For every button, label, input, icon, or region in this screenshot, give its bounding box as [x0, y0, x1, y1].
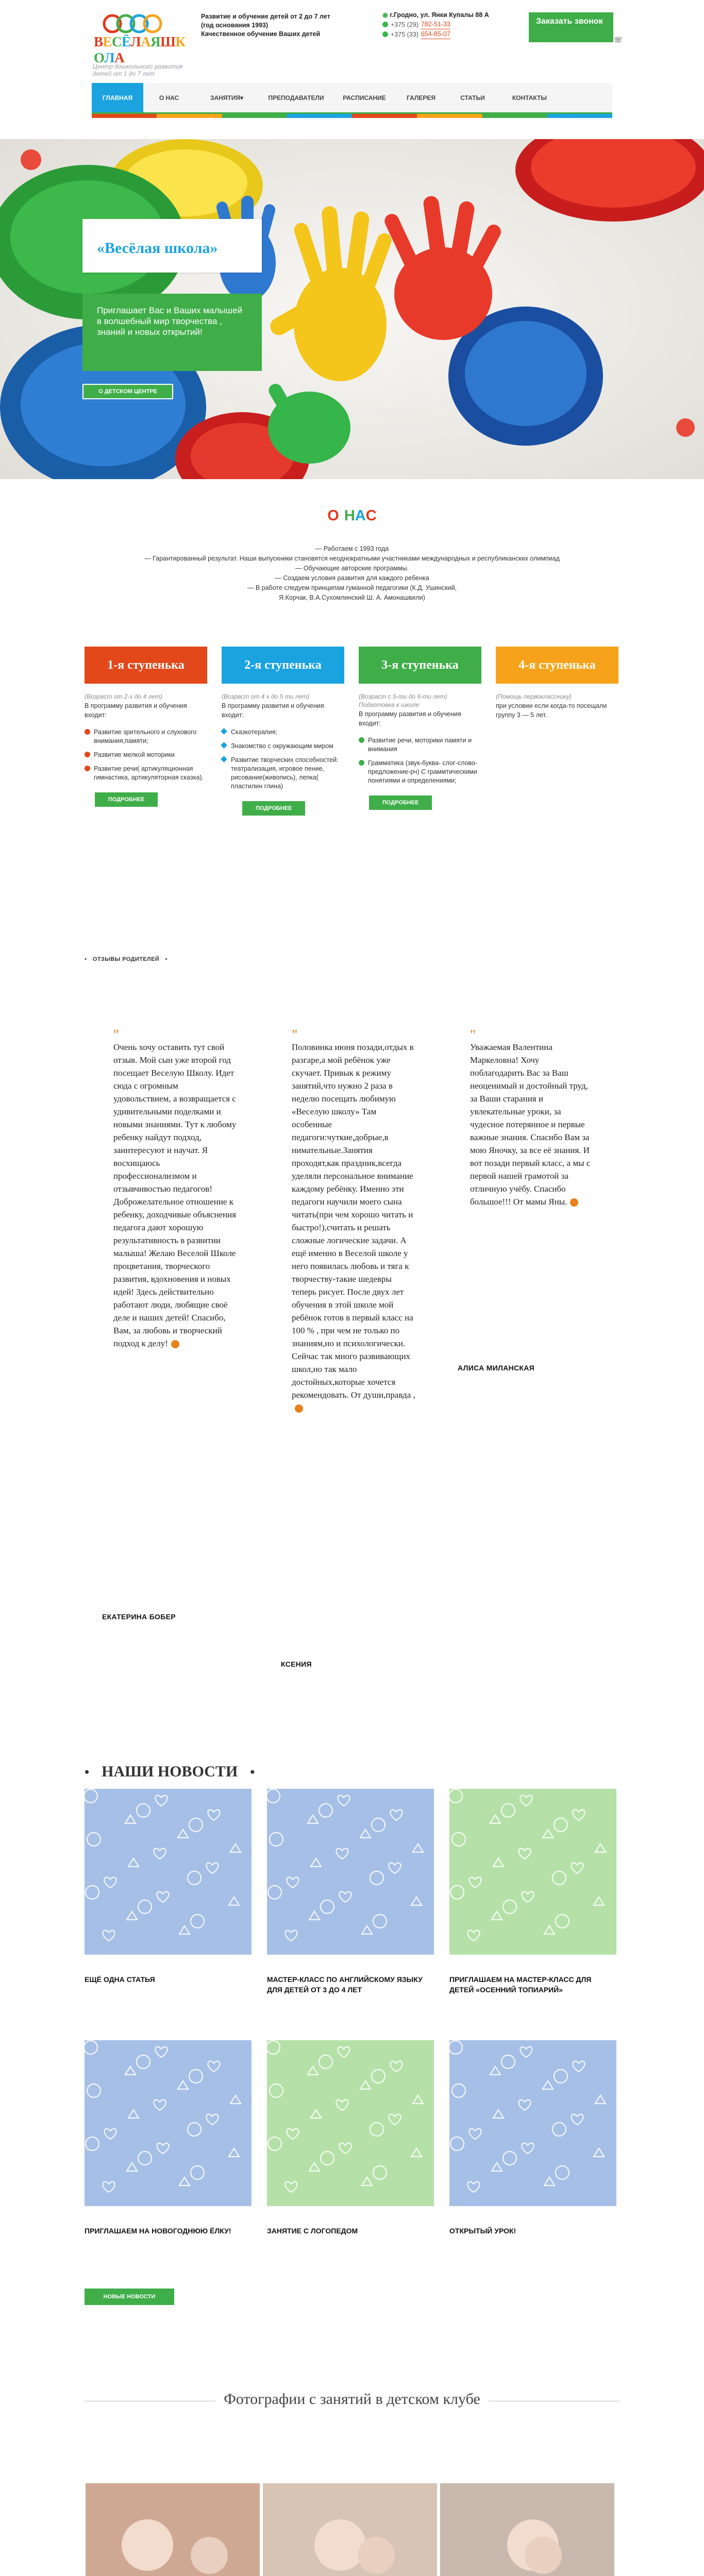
- stage-item-text: Развитие мелкой моторики: [94, 751, 175, 758]
- news-card[interactable]: [267, 1789, 434, 1995]
- about-line: Я.Корчак, В.А.Сухомлинский Ш. А. Амонашвили): [279, 594, 425, 601]
- news-card[interactable]: [449, 2040, 616, 2236]
- stage-item: [359, 759, 481, 785]
- quote-icon: ": [113, 1027, 120, 1043]
- stage-card-1: [85, 647, 207, 807]
- stage-title[interactable]: [496, 647, 618, 684]
- news-caption[interactable]: ПРИГЛАШАЕМ НА МАСТЕР-КЛАСС ДЛЯ ДЕТЕЙ «ОСЕННИЙ ТОПИАРИЙ»: [449, 1975, 592, 1994]
- review-author: КСЕНИЯ: [281, 1660, 312, 1668]
- news-card[interactable]: [85, 2040, 252, 2236]
- chevron-down-icon: ▾: [240, 94, 244, 101]
- reviews-title-text: ОТЗЫВЫ РОДИТЕЛЕЙ: [92, 956, 160, 962]
- bullet-icon: [359, 760, 364, 766]
- stage-title[interactable]: [222, 647, 344, 684]
- news-thumbnail[interactable]: [267, 2040, 434, 2206]
- phone-prefix: +375 (33): [391, 30, 418, 38]
- about-center-label: О ДЕТСКОМ ЦЕНТРЕ: [98, 388, 157, 395]
- nav-item-label: ПРЕПОДАВАТЕЛИ: [268, 94, 324, 101]
- hero-title-card: [82, 219, 262, 273]
- news-title: [85, 1763, 255, 1781]
- stage-subtitle: Подготовка к школе: [359, 701, 420, 708]
- logo-title: [94, 34, 191, 66]
- about-title-letter: О: [327, 507, 339, 524]
- stage-more-label: ПОДРОБНЕЕ: [108, 796, 145, 803]
- stripe-segment: [222, 114, 287, 118]
- more-dot-icon[interactable]: [570, 1198, 578, 1207]
- nav-item-3[interactable]: [259, 83, 333, 112]
- news-thumbnail[interactable]: [449, 2040, 616, 2206]
- news-thumbnail[interactable]: [85, 1789, 252, 1955]
- news-caption[interactable]: ЕЩЁ ОДНА СТАТЬЯ: [85, 1975, 155, 1984]
- about-line: — Создаем условия развития для каждого ребенка: [275, 574, 429, 582]
- location-icon: ◉: [382, 11, 390, 19]
- news-card[interactable]: [449, 1789, 616, 1995]
- stage-title-text: 3-я ступенька: [381, 658, 459, 672]
- stage-age: (Помощь первокласснику): [496, 693, 572, 700]
- hero-text-box: [82, 294, 262, 371]
- stage-item: [222, 756, 344, 791]
- nav-item-6[interactable]: [447, 83, 498, 112]
- about-line: — Работаем с 1993 года: [315, 545, 389, 552]
- quote-icon: ": [292, 1027, 298, 1043]
- stripe-segment: [287, 114, 352, 118]
- header-desc-line: Развитие и обучение детей от 2 до 7 лет: [201, 13, 330, 20]
- stage-desc: В программу развития и обучения входит:: [222, 702, 324, 719]
- nav-item-2[interactable]: [195, 83, 259, 112]
- quote-icon: ": [470, 1027, 476, 1043]
- about-title-letter: С: [365, 507, 377, 524]
- review-author: АЛИСА МИЛАНСКАЯ: [458, 1364, 535, 1372]
- nav-item-label: ГАЛЕРЕЯ: [407, 94, 435, 101]
- main-nav: [92, 83, 612, 114]
- review-1: [113, 1027, 237, 1350]
- stage-card-2: [222, 647, 344, 816]
- stage-item-text: Развитие речи( артикуляционная гимнастика, артикуляторная сказка).: [94, 765, 204, 781]
- logo-letter: Е: [103, 34, 112, 49]
- stage-items: [85, 728, 207, 782]
- about-line: — В работе следуем принципам гуманной педагогики (К.Д. Ушинский,: [247, 584, 457, 591]
- nav-item-1[interactable]: [143, 83, 195, 112]
- stage-desc: В программу развития и обучения входит:: [359, 710, 461, 727]
- bullet-icon: •: [85, 956, 87, 962]
- all-news-label: НОВЫЕ НОВОСТИ: [103, 2294, 156, 2300]
- stage-age: (Возраст от 2-х до 4 лет): [85, 693, 162, 700]
- stripe-segment: [157, 114, 222, 118]
- logo-letter: К: [175, 34, 186, 49]
- stage-items: [359, 736, 481, 785]
- bullet-icon: [221, 756, 227, 762]
- stage-item-text: Грамматика (звук-буква- слог-слово-предложение-рч) С граммтическими понятиями и определениями;: [368, 759, 478, 784]
- gallery-title: Фотографии с занятий в детском клубе: [224, 2391, 480, 2408]
- phone-prefix: +375 (29): [391, 21, 418, 28]
- logo-tagline: Центр дошкольного развития детей от 1 до 7 лет: [93, 63, 183, 77]
- stripe-segment: [92, 114, 157, 118]
- header-desc-line: Качественное обучение Ваших детей: [201, 30, 321, 38]
- nav-item-label: КОНТАКТЫ: [512, 94, 547, 101]
- stage-item-text: Развитие творческих способностей: театрализация, игровое пение, рисование(живопись), лепка( пластилин глина): [231, 756, 339, 790]
- review-2: [292, 1027, 415, 1414]
- stripe-segment: [352, 114, 417, 118]
- stage-age: (Возраст с 5-ти до 6-ти лет): [359, 693, 447, 700]
- nav-item-5[interactable]: [395, 83, 447, 112]
- stage-more-label: ПОДРОБНЕЕ: [256, 805, 292, 811]
- about-line: — Обучающие авторские программы.: [295, 565, 409, 572]
- stage-desc: В программу развития и обучения входит:: [85, 702, 187, 719]
- gallery-photo[interactable]: [86, 2483, 260, 2576]
- news-caption[interactable]: ЗАНЯТИЕ С ЛОГОПЕДОМ: [267, 2227, 358, 2235]
- nav-item-label: О НАС: [159, 94, 179, 101]
- about-title: [0, 507, 704, 524]
- stage-items: [222, 728, 344, 791]
- logo-letter: Я: [150, 34, 161, 49]
- stage-title-text: 2-я ступенька: [244, 658, 322, 672]
- bullet-icon: •: [165, 956, 167, 962]
- logo-letter: О: [94, 50, 105, 65]
- more-dot-icon[interactable]: [295, 1404, 303, 1413]
- hero-text: Приглашает Вас и Ваших малышей в волшебный мир творчества , знаний и новых открытий!: [97, 306, 243, 337]
- about-list: [52, 544, 652, 603]
- stage-item: [222, 742, 344, 751]
- gallery-photo[interactable]: [263, 2483, 437, 2576]
- stage-item: [85, 728, 207, 745]
- stage-item-text: Развитие зрительного и слухового внимания,памяти;: [94, 728, 197, 744]
- header-description: [201, 12, 335, 39]
- order-call-label: Заказать звонок: [536, 17, 603, 26]
- address-text: г.Гродно, ул. Янки Купалы 88 А: [390, 11, 489, 19]
- header-desc-line: (год основания 1993): [201, 22, 269, 29]
- stage-title[interactable]: [359, 647, 481, 684]
- logo-letter: Л: [104, 50, 115, 65]
- review-text: Очень хочу оставить тут свой отзыв. Мой сын уже второй год посещает Веселую Школу. Идет сюда с огромным удовольствием, а возвращается с удивительными поделками и новыми знаниями. Тут к любому ребенку найдут подход, заинтересуют и научат. Я восхищаюсь профессионализмом и отзывчивостью педагогов! Доброжелательное отношение к ребенку, доходчивые объяснения педагога дают хорошую результативность в развитии малыша! Желаю Веселой Школе процветания, творческого развития, вдохновения и новых идей! Здесь действительно работают люди, любящие своё деле и наших детей! Спасибо, Вам, за любовь и творческий подход к делу!: [113, 1042, 237, 1348]
- stripe-segment: [417, 114, 482, 118]
- stage-item: [222, 728, 344, 737]
- bullet-icon: •: [85, 1765, 90, 1780]
- news-caption[interactable]: ПРИГЛАШАЕМ НА НОВОГОДНЮЮ ЁЛКУ!: [85, 2227, 231, 2235]
- news-card[interactable]: [85, 1789, 252, 1985]
- stage-more-label: ПОДРОБНЕЕ: [382, 800, 419, 806]
- news-caption[interactable]: ОТКРЫТЫЙ УРОК!: [449, 2227, 516, 2235]
- stage-more-button[interactable]: [242, 801, 305, 816]
- bullet-icon: [85, 766, 90, 771]
- stage-card-4: [496, 647, 618, 720]
- news-title-text: НАШИ НОВОСТИ: [102, 1763, 238, 1780]
- news-caption[interactable]: МАСТЕР-КЛАСС ПО АНГЛИЙСКОМУ ЯЗЫКУ ДЛЯ ДЕТЕЙ ОТ 3 ДО 4 ЛЕТ: [267, 1975, 423, 1994]
- site-logo[interactable]: [92, 11, 191, 77]
- stripe-segment: [482, 114, 547, 118]
- stage-item-text: Знакомство с окружающим миром: [231, 742, 333, 750]
- news-thumbnail[interactable]: [85, 2040, 252, 2206]
- about-title-letter: А: [355, 507, 366, 524]
- bullet-icon: •: [250, 1765, 255, 1780]
- about-center-button[interactable]: [82, 384, 173, 399]
- review-text: Уважаемая Валентина Маркеловна! Хочу поблагодарить Вас за Ваш неоценимый и достойный труд, за Ваши старания и увлекательные уроки, за чудесное потерянное и первые важные знания. Спасибо Вам за мою Яночку, за все её знания. И вот позади первый класс, а мы с первой нашей грамотой за отличную учёбу. Спасибо большое!!! От мамы Яны.: [470, 1042, 591, 1207]
- nav-color-stripe: [92, 114, 612, 118]
- about-title-letter: Н: [344, 507, 355, 524]
- news-thumbnail[interactable]: [449, 1789, 616, 1955]
- more-dot-icon[interactable]: [171, 1340, 179, 1348]
- phone-icon: [382, 31, 388, 37]
- header-contacts: [382, 10, 506, 39]
- review-3: [470, 1027, 594, 1208]
- stage-more-button[interactable]: [95, 792, 158, 807]
- nav-item-0[interactable]: [92, 83, 143, 112]
- stage-item-text: Сказкотерапия;: [231, 728, 278, 736]
- phone-2[interactable]: [382, 29, 506, 39]
- stage-age: (Возраст от 4 х до 5 ти лет): [222, 693, 310, 700]
- hero-card-title: «Весёлая школа»: [97, 240, 218, 257]
- logo-letter: А: [114, 50, 125, 65]
- stage-more-button[interactable]: [369, 795, 432, 810]
- stage-card-3: [359, 647, 481, 810]
- nav-item-label: ГЛАВНАЯ: [102, 94, 133, 101]
- stage-title-text: 1-я ступенька: [107, 658, 185, 672]
- phone-1[interactable]: [382, 20, 506, 29]
- nav-item-label: РАСПИСАНИЕ: [343, 94, 386, 101]
- reviews-title: [85, 956, 167, 962]
- phone-number[interactable]: 782-51-33: [421, 20, 450, 29]
- stage-item-text: Развитие речи, моторики памяти и внимания: [368, 737, 472, 753]
- stripe-segment: [547, 114, 612, 118]
- logo-rings-icon: [92, 11, 191, 36]
- gallery-photo[interactable]: [440, 2483, 614, 2576]
- review-text: Половинка июня позади,отдых в разгаре,а мой ребёнок уже скучает. Привык к режиму занятий,что нужно 2 раза в неделю посещать любимую «Веселую школу» Там особенные педагоги:чуткие,добрые,в нимательные.Занятия проходят,как праздник,всегда уделяли персональное внимание каждому ребёнку. Именно эти педагоги научили моего сына читать(при чем хорошо читать и быстро!),считать и решать сложные логические задачи. А ещё именно в Веселой школе у него появилась любовь и тяга к творчеству-такие шедевры теперь рисует. После двух лет обучения в этой школе мой ребёнок готов в первый класс на 100 % , при чем не только по знаниям,но и психологически. Сейчас так много развивающих школ,но так мало достойных,которые хочется рекомендовать. От души,правда ,: [292, 1042, 415, 1400]
- stage-desc: при условии если когда-то посещали группу 3 — 5 лет.: [496, 702, 607, 719]
- bullet-icon: [221, 728, 227, 735]
- logo-letter: В: [94, 34, 103, 49]
- news-card[interactable]: [267, 2040, 434, 2236]
- bullet-icon: [85, 729, 90, 735]
- stage-item: [85, 765, 207, 782]
- logo-letter: Л: [130, 34, 141, 49]
- order-call-button[interactable]: [529, 12, 623, 44]
- nav-item-label: СТАТЬИ: [460, 94, 485, 101]
- stage-title[interactable]: [85, 647, 207, 684]
- bullet-icon: [85, 752, 90, 757]
- about-line: — Гарантированный результат. Наши выпускники становятся неоднократными участниками международных и республиканских олимпиад: [144, 555, 560, 562]
- review-author: ЕКАТЕРИНА БОБЕР: [102, 1613, 176, 1621]
- stage-title-text: 4-я ступенька: [518, 658, 596, 672]
- logo-letter: Ё: [122, 34, 131, 49]
- nav-item-label: ЗАНЯТИЯ: [210, 94, 241, 101]
- stage-item: [85, 751, 207, 759]
- logo-letter: С: [112, 34, 122, 49]
- phone-icon: [382, 22, 388, 27]
- all-news-button[interactable]: [85, 2289, 174, 2305]
- logo-letter: Ш: [160, 34, 176, 49]
- bullet-icon: [221, 742, 227, 749]
- stage-item: [359, 736, 481, 754]
- phone-handset-icon: ☏: [613, 36, 623, 44]
- bullet-icon: [359, 737, 364, 743]
- nav-item-7[interactable]: [498, 83, 561, 112]
- address: [382, 10, 506, 20]
- news-thumbnail[interactable]: [267, 1789, 434, 1955]
- phone-number[interactable]: 654-85-07: [421, 29, 450, 39]
- nav-item-4[interactable]: [333, 83, 395, 112]
- logo-letter: А: [141, 34, 151, 49]
